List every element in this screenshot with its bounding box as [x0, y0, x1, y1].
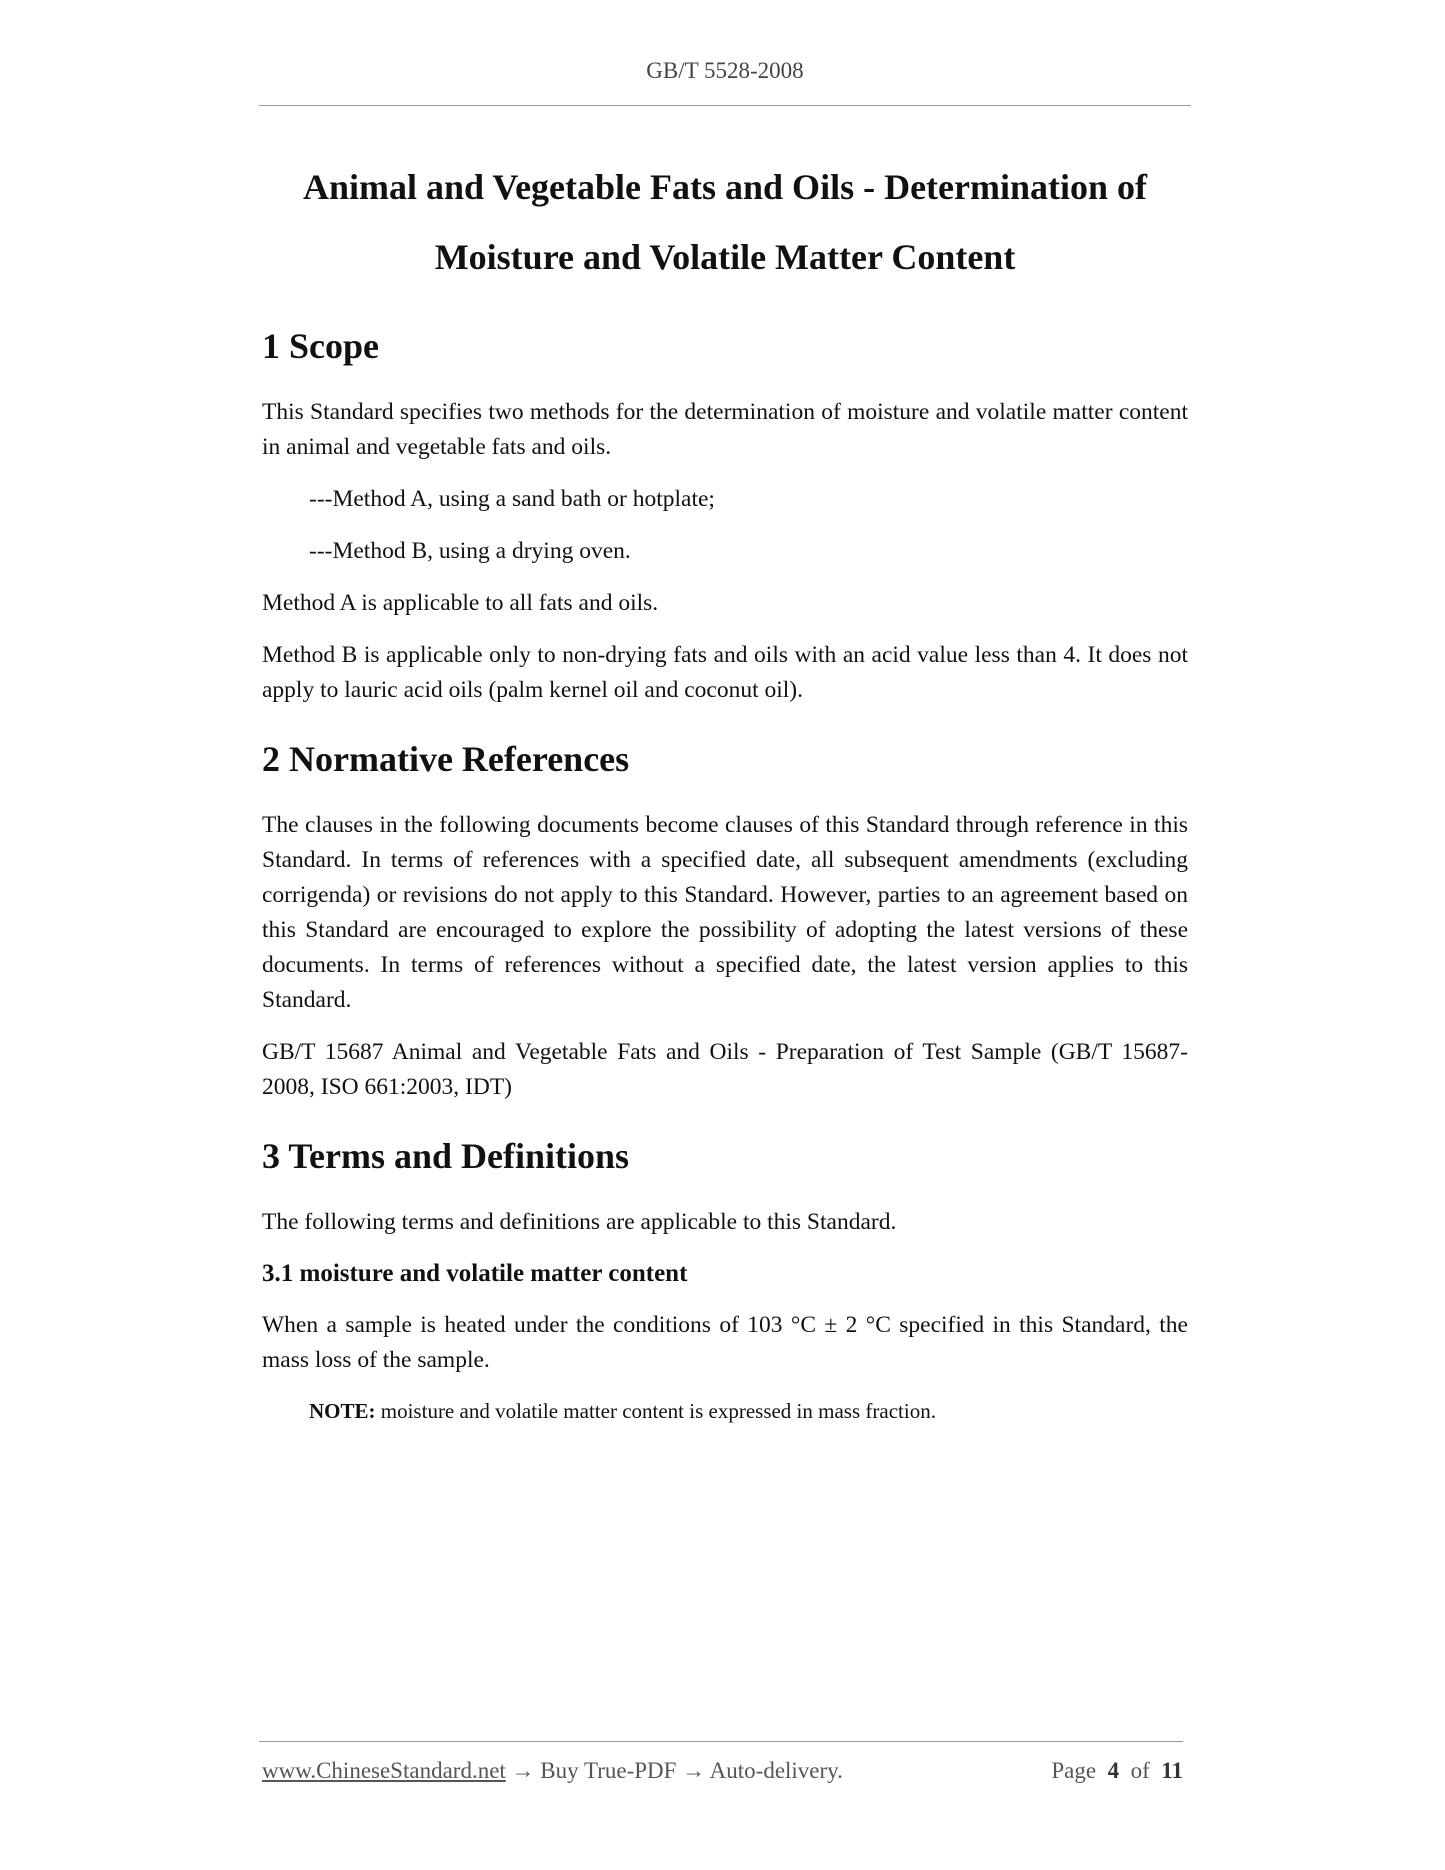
section-heading-terms-definitions: 3 Terms and Definitions — [262, 1136, 630, 1176]
total-pages-number: 11 — [1161, 1758, 1183, 1783]
section-heading-normative-references: 2 Normative References — [262, 739, 630, 779]
footer-tagline: → Buy True-PDF → Auto-delivery. — [505, 1758, 843, 1783]
terms-paragraph-1: The following terms and definitions are applicable to this Standard. — [262, 1209, 897, 1235]
note-paragraph — [262, 1396, 1188, 1426]
section-heading-scope: 1 Scope — [262, 326, 379, 366]
scope-paragraph-3: Method B is applicable only to non-drying fats and oils with an acid value less than 4. It does not apply to lauric acid oils (palm kernel oil and coconut oil). — [262, 642, 1188, 703]
normative-paragraph-1: The clauses in the following documents become clauses of this Standard through reference in this Standard. In terms of references with a specified date, all subsequent amendments (excluding corrigenda) or revisions do not apply to this Standard. However, parties to an agreement based on this Standard are encouraged to explore the possibility of adopting the latest versions of these documents. In terms of references without a specified date, the latest version applies to this Standard. — [262, 812, 1188, 1013]
title-line-2: Moisture and Volatile Matter Content — [434, 237, 1016, 277]
term-heading-3-1: 3.1 moisture and volatile matter content — [262, 1260, 688, 1287]
scope-method-b-item: ---Method B, using a drying oven. — [309, 538, 631, 564]
normative-reference-entry: GB/T 15687 Animal and Vegetable Fats and Oils - Preparation of Test Sample (GB/T 15687-2008, ISO 661:2003, IDT) — [262, 1039, 1188, 1100]
footer-divider — [259, 1741, 1183, 1742]
document-code-header: GB/T 5528-2008 — [646, 58, 804, 83]
document-body — [262, 322, 1188, 1426]
scope-paragraph-2: Method A is applicable to all fats and oils. — [262, 590, 659, 616]
scope-method-a-item: ---Method A, using a sand bath or hotplate; — [309, 486, 715, 512]
title-line-1: Animal and Vegetable Fats and Oils - Determination of — [302, 167, 1147, 207]
term-definition-paragraph: When a sample is heated under the conditions of 103 °C ± 2 °C specified in this Standard, the mass loss of the sample. — [262, 1312, 1188, 1373]
current-page-number: 4 — [1107, 1758, 1120, 1783]
of-label: of — [1130, 1758, 1150, 1783]
note-label: NOTE: — [309, 1399, 376, 1423]
document-title — [259, 152, 1191, 292]
page-label: Page — [1051, 1758, 1097, 1783]
page-indicator — [1051, 1758, 1183, 1784]
scope-paragraph-1: This Standard specifies two methods for the determination of moisture and volatile matter content in animal and vegetable fats and oils. — [262, 399, 1188, 460]
footer-promo — [262, 1758, 843, 1784]
chinesestandard-link[interactable]: www.ChineseStandard.net — [262, 1758, 506, 1783]
header-divider — [259, 105, 1191, 106]
note-text: moisture and volatile matter content is expressed in mass fraction. — [375, 1399, 936, 1423]
